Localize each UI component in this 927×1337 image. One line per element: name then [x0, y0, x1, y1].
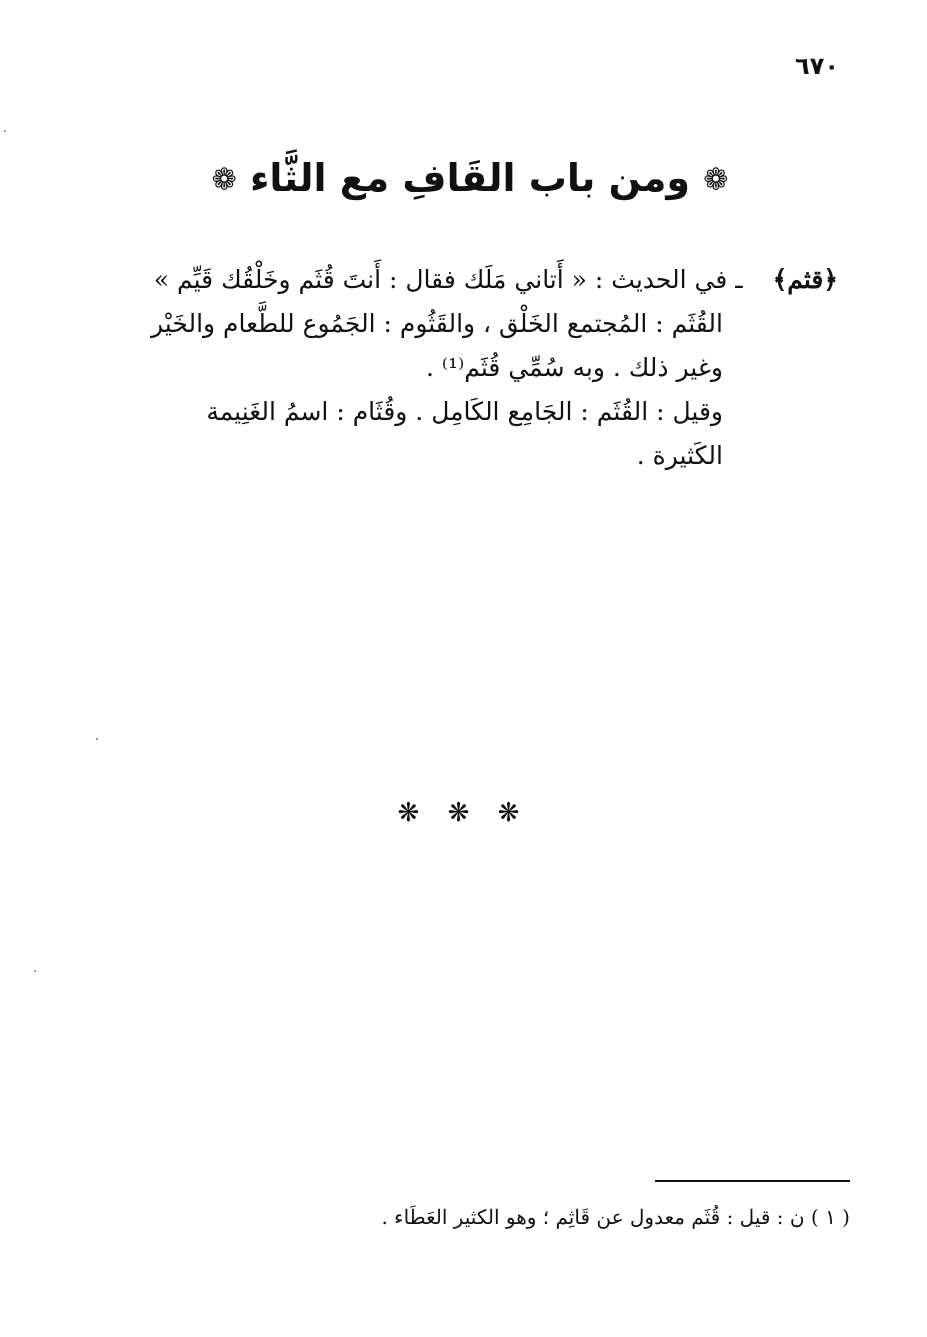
entry-headword: ﴿قثم﴾ — [772, 265, 838, 294]
scan-speck — [4, 130, 6, 132]
entry-line-2: القُثَم : المُجتمع الخَلْق ، والقَثُوم : الجَمُوع للطَّعام والخَيْر — [151, 309, 723, 338]
scan-speck — [34, 970, 36, 972]
entry-line-5: الكَثيرة . — [636, 441, 723, 470]
entry-line-1 — [78, 258, 838, 302]
ornament-open: ❁ — [703, 162, 729, 198]
scan-speck — [96, 738, 98, 740]
footnote-rule — [655, 1180, 850, 1182]
entry-hadith-text: ـ في الحديث : « أَتاني مَلَك فقال : أَنتَ قُثَم وخَلْقُك قَيِّم » — [153, 265, 743, 294]
ornament-close: ❁ — [211, 162, 237, 198]
entry-line-4: وقيل : القُثَم : الجَامِع الكَامِل . وقُثَام : اسمُ الغَنِيمة — [206, 397, 723, 426]
section-heading — [150, 148, 790, 208]
page-number: ٦٧٠ — [795, 52, 839, 80]
dictionary-entry — [78, 258, 838, 478]
entry-line-3: وغير ذلك . وبه سُمِّي قُثَم⁽¹⁾ . — [425, 353, 723, 382]
heading-text: ومن باب القَافِ مع الثَّاء — [249, 156, 691, 200]
footnote: ( ١ ) ن : قيل : قُثَم معدول عن قَاثِم ؛ وهو الكثير العَطَاء . — [381, 1205, 850, 1229]
section-separator: ❋ ❋ ❋ — [397, 798, 530, 828]
